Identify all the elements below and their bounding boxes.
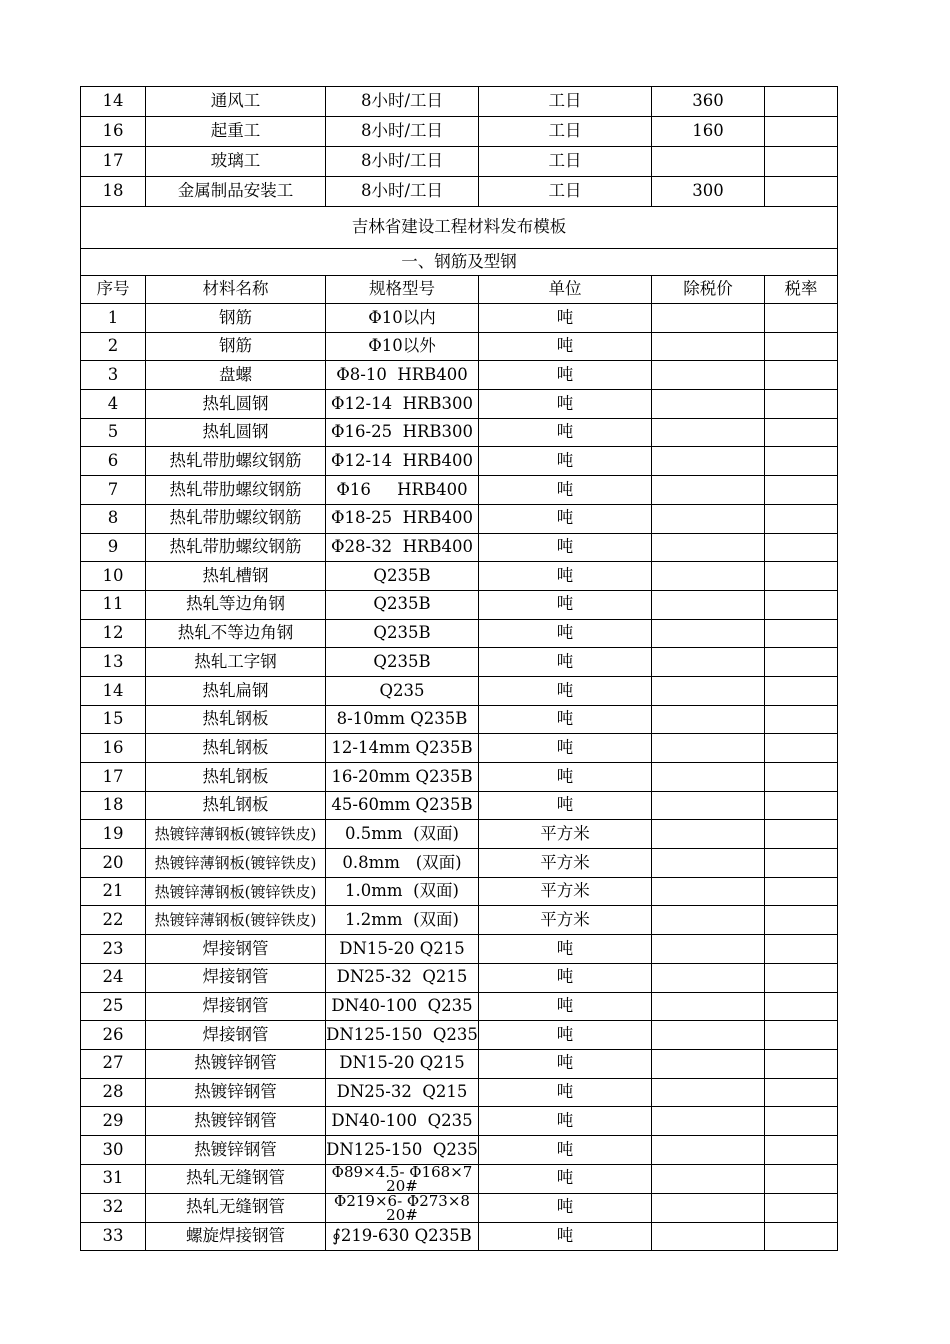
cell-no[interactable]: 4 xyxy=(81,390,146,419)
cell-rate[interactable] xyxy=(765,504,838,533)
cell-spec[interactable]: 16-20mm Q235B xyxy=(326,763,479,792)
material-row xyxy=(81,1049,838,1078)
cell-name[interactable]: 热轧扁钢 xyxy=(146,676,326,705)
cell-unit[interactable]: 吨 xyxy=(479,476,652,505)
cell-name[interactable]: 焊接钢管 xyxy=(146,935,326,964)
cell-unit[interactable]: 工日 xyxy=(479,177,652,207)
cell-unit[interactable]: 吨 xyxy=(479,533,652,562)
cell-price[interactable] xyxy=(652,1164,765,1193)
cell-no[interactable]: 17 xyxy=(81,763,146,792)
cell-price[interactable] xyxy=(652,1222,765,1251)
cell-name[interactable]: 焊接钢管 xyxy=(146,963,326,992)
cell-price[interactable] xyxy=(652,1193,765,1222)
cell-name[interactable]: 热轧圆钢 xyxy=(146,390,326,419)
cell-spec[interactable]: Φ10以外 xyxy=(326,332,479,361)
cell-rate[interactable] xyxy=(765,332,838,361)
material-row xyxy=(81,1135,838,1164)
cell-no[interactable]: 16 xyxy=(81,117,146,147)
cell-name[interactable]: 焊接钢管 xyxy=(146,1021,326,1050)
cell-no[interactable]: 13 xyxy=(81,648,146,677)
cell-spec[interactable]: Φ16-25 HRB300 xyxy=(326,418,479,447)
material-row xyxy=(81,1222,838,1251)
cell-price[interactable] xyxy=(652,562,765,591)
cell-rate[interactable] xyxy=(765,877,838,906)
cell-no[interactable]: 26 xyxy=(81,1021,146,1050)
cell-no[interactable]: 10 xyxy=(81,562,146,591)
cell-spec[interactable]: Φ12-14 HRB400 xyxy=(326,447,479,476)
cell-spec[interactable]: Q235B xyxy=(326,619,479,648)
cell-spec[interactable]: 0.8mm (双面) xyxy=(326,849,479,878)
cell-name[interactable]: 热轧钢板 xyxy=(146,763,326,792)
template-title-row xyxy=(81,207,838,249)
cell-no[interactable]: 12 xyxy=(81,619,146,648)
cell-no[interactable]: 2 xyxy=(81,332,146,361)
section-title-row xyxy=(81,249,838,276)
cell-rate[interactable] xyxy=(765,935,838,964)
cell-rate[interactable] xyxy=(765,734,838,763)
cell-unit[interactable]: 吨 xyxy=(479,963,652,992)
cell-price[interactable] xyxy=(652,1078,765,1107)
cell-spec[interactable]: Q235 xyxy=(326,676,479,705)
cell-spec[interactable]: 12-14mm Q235B xyxy=(326,734,479,763)
cell-unit[interactable]: 吨 xyxy=(479,648,652,677)
cell-no[interactable]: 30 xyxy=(81,1135,146,1164)
cell-unit[interactable]: 吨 xyxy=(479,676,652,705)
header-price[interactable]: 除税价 xyxy=(652,276,765,304)
cell-rate[interactable] xyxy=(765,1222,838,1251)
material-row xyxy=(81,849,838,878)
cell-rate[interactable] xyxy=(765,1164,838,1193)
cell-price[interactable] xyxy=(652,992,765,1021)
cell-no[interactable]: 31 xyxy=(81,1164,146,1193)
cell-no[interactable]: 24 xyxy=(81,963,146,992)
material-row xyxy=(81,562,838,591)
cell-price[interactable] xyxy=(652,332,765,361)
cell-rate[interactable] xyxy=(765,1078,838,1107)
material-row xyxy=(81,906,838,935)
cell-no[interactable]: 28 xyxy=(81,1078,146,1107)
cell-spec[interactable]: 8-10mm Q235B xyxy=(326,705,479,734)
material-row xyxy=(81,820,838,849)
cell-price[interactable] xyxy=(652,1021,765,1050)
material-row xyxy=(81,676,838,705)
cell-rate[interactable] xyxy=(765,447,838,476)
material-row xyxy=(81,476,838,505)
cell-rate[interactable] xyxy=(765,117,838,147)
cell-rate[interactable] xyxy=(765,304,838,333)
material-row xyxy=(81,304,838,333)
cell-rate[interactable] xyxy=(765,676,838,705)
cell-unit[interactable]: 吨 xyxy=(479,504,652,533)
cell-no[interactable]: 1 xyxy=(81,304,146,333)
cell-spec[interactable]: 8小时/工日 xyxy=(326,147,479,177)
cell-name[interactable]: 热镀锌薄钢板(镀锌铁皮) xyxy=(146,877,326,906)
cell-rate[interactable] xyxy=(765,1135,838,1164)
cell-no[interactable]: 6 xyxy=(81,447,146,476)
cell-price[interactable] xyxy=(652,504,765,533)
cell-price[interactable] xyxy=(652,361,765,390)
cell-name[interactable]: 金属制品安装工 xyxy=(146,177,326,207)
cell-spec[interactable]: Φ28-32 HRB400 xyxy=(326,533,479,562)
cell-unit[interactable]: 吨 xyxy=(479,590,652,619)
cell-spec[interactable]: 8小时/工日 xyxy=(326,177,479,207)
cell-spec[interactable]: Φ12-14 HRB300 xyxy=(326,390,479,419)
cell-price[interactable]: 160 xyxy=(652,117,765,147)
cell-name[interactable]: 热轧等边角钢 xyxy=(146,590,326,619)
cell-name[interactable]: 热镀锌钢管 xyxy=(146,1135,326,1164)
cell-name[interactable]: 热镀锌钢管 xyxy=(146,1078,326,1107)
material-row xyxy=(81,1078,838,1107)
cell-unit[interactable]: 吨 xyxy=(479,1107,652,1136)
cell-unit[interactable]: 吨 xyxy=(479,390,652,419)
material-row xyxy=(81,1193,838,1222)
cell-unit[interactable]: 平方米 xyxy=(479,877,652,906)
material-row xyxy=(81,1021,838,1050)
cell-name[interactable]: 盘螺 xyxy=(146,361,326,390)
cell-name[interactable]: 钢筋 xyxy=(146,304,326,333)
cell-unit[interactable]: 平方米 xyxy=(479,906,652,935)
cell-rate[interactable] xyxy=(765,533,838,562)
cell-price[interactable] xyxy=(652,476,765,505)
cell-price[interactable] xyxy=(652,763,765,792)
cell-unit[interactable]: 吨 xyxy=(479,763,652,792)
material-row xyxy=(81,504,838,533)
cell-no[interactable]: 23 xyxy=(81,935,146,964)
cell-no[interactable]: 29 xyxy=(81,1107,146,1136)
cell-rate[interactable] xyxy=(765,418,838,447)
template-title[interactable]: 吉林省建设工程材料发布模板 xyxy=(81,207,838,249)
cell-price[interactable] xyxy=(652,533,765,562)
cell-unit[interactable]: 吨 xyxy=(479,619,652,648)
cell-price[interactable] xyxy=(652,1107,765,1136)
cell-price[interactable] xyxy=(652,935,765,964)
material-row xyxy=(81,763,838,792)
cell-rate[interactable] xyxy=(765,1193,838,1222)
labor-row xyxy=(81,117,838,147)
material-row xyxy=(81,533,838,562)
material-row xyxy=(81,361,838,390)
cell-price[interactable] xyxy=(652,877,765,906)
cell-rate[interactable] xyxy=(765,849,838,878)
cell-no[interactable]: 7 xyxy=(81,476,146,505)
cell-no[interactable]: 18 xyxy=(81,791,146,820)
cell-no[interactable]: 15 xyxy=(81,705,146,734)
cell-price[interactable] xyxy=(652,1049,765,1078)
cell-unit[interactable]: 吨 xyxy=(479,1049,652,1078)
cell-rate[interactable] xyxy=(765,1107,838,1136)
cell-no[interactable]: 16 xyxy=(81,734,146,763)
cell-spec[interactable]: DN25-32 Q215 xyxy=(326,1078,479,1107)
cell-name[interactable]: 玻璃工 xyxy=(146,147,326,177)
material-row xyxy=(81,877,838,906)
cell-no[interactable]: 8 xyxy=(81,504,146,533)
cell-unit[interactable]: 平方米 xyxy=(479,849,652,878)
cell-unit[interactable]: 吨 xyxy=(479,361,652,390)
cell-price[interactable] xyxy=(652,791,765,820)
cell-unit[interactable]: 吨 xyxy=(479,791,652,820)
header-spec[interactable]: 规格型号 xyxy=(326,276,479,304)
cell-no[interactable]: 18 xyxy=(81,177,146,207)
cell-no[interactable]: 17 xyxy=(81,147,146,177)
cell-no[interactable]: 14 xyxy=(81,676,146,705)
cell-spec[interactable]: Q235B xyxy=(326,590,479,619)
cell-unit[interactable]: 吨 xyxy=(479,1222,652,1251)
cell-no[interactable]: 3 xyxy=(81,361,146,390)
cell-name[interactable]: 热轧工字钢 xyxy=(146,648,326,677)
cell-name[interactable]: 热轧无缝钢管 xyxy=(146,1193,326,1222)
cell-unit[interactable]: 吨 xyxy=(479,935,652,964)
cell-name[interactable]: 热镀锌薄钢板(镀锌铁皮) xyxy=(146,906,326,935)
cell-no[interactable]: 21 xyxy=(81,877,146,906)
cell-spec[interactable]: DN40-100 Q235 xyxy=(326,1107,479,1136)
cell-name[interactable]: 热镀锌薄钢板(镀锌铁皮) xyxy=(146,849,326,878)
material-row xyxy=(81,791,838,820)
cell-spec[interactable]: 1.2mm (双面) xyxy=(326,906,479,935)
cell-rate[interactable] xyxy=(765,705,838,734)
cell-rate[interactable] xyxy=(765,476,838,505)
cell-unit[interactable]: 吨 xyxy=(479,1078,652,1107)
cell-unit[interactable]: 吨 xyxy=(479,1021,652,1050)
cell-spec[interactable]: DN40-100 Q235 xyxy=(326,992,479,1021)
header-no[interactable]: 序号 xyxy=(81,276,146,304)
cell-no[interactable]: 33 xyxy=(81,1222,146,1251)
cell-no[interactable]: 32 xyxy=(81,1193,146,1222)
cell-unit[interactable]: 吨 xyxy=(479,304,652,333)
cell-name[interactable]: 焊接钢管 xyxy=(146,992,326,1021)
cell-name[interactable]: 热轧带肋螺纹钢筋 xyxy=(146,447,326,476)
cell-name[interactable]: 热轧带肋螺纹钢筋 xyxy=(146,504,326,533)
cell-no[interactable]: 5 xyxy=(81,418,146,447)
cell-price[interactable] xyxy=(652,304,765,333)
cell-rate[interactable] xyxy=(765,361,838,390)
cell-spec[interactable]: Φ8-10 HRB400 xyxy=(326,361,479,390)
cell-unit[interactable]: 工日 xyxy=(479,117,652,147)
cell-price[interactable] xyxy=(652,1135,765,1164)
cell-name[interactable]: 通风工 xyxy=(146,87,326,117)
cell-price[interactable] xyxy=(652,590,765,619)
cell-unit[interactable]: 工日 xyxy=(479,147,652,177)
materials-spreadsheet xyxy=(80,86,838,1251)
material-row xyxy=(81,734,838,763)
cell-rate[interactable] xyxy=(765,590,838,619)
cell-spec[interactable]: Φ89×4.5- Φ168×7 20# xyxy=(326,1164,479,1193)
cell-name[interactable]: 热轧圆钢 xyxy=(146,418,326,447)
cell-spec[interactable]: DN25-32 Q215 xyxy=(326,963,479,992)
cell-name[interactable]: 热轧无缝钢管 xyxy=(146,1164,326,1193)
cell-spec[interactable]: Φ10以内 xyxy=(326,304,479,333)
cell-no[interactable]: 22 xyxy=(81,906,146,935)
cell-price[interactable]: 300 xyxy=(652,177,765,207)
material-row xyxy=(81,590,838,619)
cell-rate[interactable] xyxy=(765,390,838,419)
cell-unit[interactable]: 吨 xyxy=(479,992,652,1021)
material-row xyxy=(81,705,838,734)
cell-name[interactable]: 热轧带肋螺纹钢筋 xyxy=(146,476,326,505)
cell-no[interactable]: 25 xyxy=(81,992,146,1021)
cell-price[interactable] xyxy=(652,906,765,935)
cell-price[interactable] xyxy=(652,390,765,419)
material-row xyxy=(81,619,838,648)
cell-spec[interactable]: Q235B xyxy=(326,648,479,677)
cell-name[interactable]: 热轧钢板 xyxy=(146,705,326,734)
cell-spec[interactable]: 45-60mm Q235B xyxy=(326,791,479,820)
cell-rate[interactable] xyxy=(765,763,838,792)
cell-name[interactable]: 钢筋 xyxy=(146,332,326,361)
cell-spec[interactable]: Q235B xyxy=(326,562,479,591)
material-row xyxy=(81,648,838,677)
cell-rate[interactable] xyxy=(765,1021,838,1050)
cell-no[interactable]: 14 xyxy=(81,87,146,117)
cell-rate[interactable] xyxy=(765,562,838,591)
cell-spec[interactable]: Φ18-25 HRB400 xyxy=(326,504,479,533)
cell-unit[interactable]: 吨 xyxy=(479,1193,652,1222)
material-row xyxy=(81,992,838,1021)
cell-name[interactable]: 热镀锌钢管 xyxy=(146,1049,326,1078)
material-row xyxy=(81,390,838,419)
cell-price[interactable] xyxy=(652,849,765,878)
cell-spec[interactable]: ∮219-630 Q235B xyxy=(326,1222,479,1251)
cell-rate[interactable] xyxy=(765,619,838,648)
cell-price[interactable] xyxy=(652,418,765,447)
cell-rate[interactable] xyxy=(765,1049,838,1078)
material-row xyxy=(81,935,838,964)
header-name[interactable]: 材料名称 xyxy=(146,276,326,304)
cell-price[interactable] xyxy=(652,676,765,705)
cell-unit[interactable]: 平方米 xyxy=(479,820,652,849)
header-row xyxy=(81,276,838,304)
cell-name[interactable]: 热镀锌薄钢板(镀锌铁皮) xyxy=(146,820,326,849)
material-row xyxy=(81,1164,838,1193)
section-title[interactable]: 一、钢筋及型钢 xyxy=(81,249,838,276)
cell-rate[interactable] xyxy=(765,820,838,849)
cell-price[interactable] xyxy=(652,619,765,648)
cell-no[interactable]: 20 xyxy=(81,849,146,878)
cell-unit[interactable]: 吨 xyxy=(479,1164,652,1193)
cell-rate[interactable] xyxy=(765,177,838,207)
cell-name[interactable]: 起重工 xyxy=(146,117,326,147)
cell-unit[interactable]: 吨 xyxy=(479,734,652,763)
cell-no[interactable]: 19 xyxy=(81,820,146,849)
cell-spec[interactable]: Φ16 HRB400 xyxy=(326,476,479,505)
cell-price[interactable] xyxy=(652,963,765,992)
cell-rate[interactable] xyxy=(765,791,838,820)
material-row xyxy=(81,1107,838,1136)
cell-spec[interactable]: 0.5mm (双面) xyxy=(326,820,479,849)
cell-unit[interactable]: 工日 xyxy=(479,87,652,117)
cell-rate[interactable] xyxy=(765,87,838,117)
cell-price[interactable] xyxy=(652,820,765,849)
labor-row xyxy=(81,177,838,207)
cell-no[interactable]: 27 xyxy=(81,1049,146,1078)
cell-name[interactable]: 热轧槽钢 xyxy=(146,562,326,591)
cell-spec[interactable]: 8小时/工日 xyxy=(326,87,479,117)
cell-rate[interactable] xyxy=(765,147,838,177)
cell-unit[interactable]: 吨 xyxy=(479,332,652,361)
material-row xyxy=(81,447,838,476)
cell-name[interactable]: 热轧钢板 xyxy=(146,734,326,763)
cell-unit[interactable]: 吨 xyxy=(479,1135,652,1164)
cell-spec[interactable]: DN125-150 Q235 xyxy=(326,1135,479,1164)
cell-rate[interactable] xyxy=(765,906,838,935)
cell-spec[interactable]: 1.0mm (双面) xyxy=(326,877,479,906)
cell-name[interactable]: 热轧钢板 xyxy=(146,791,326,820)
labor-row xyxy=(81,87,838,117)
cell-price[interactable]: 360 xyxy=(652,87,765,117)
cell-spec[interactable]: DN125-150 Q235 xyxy=(326,1021,479,1050)
labor-row xyxy=(81,147,838,177)
cell-rate[interactable] xyxy=(765,992,838,1021)
cell-name[interactable]: 热镀锌钢管 xyxy=(146,1107,326,1136)
header-unit[interactable]: 单位 xyxy=(479,276,652,304)
cell-no[interactable]: 9 xyxy=(81,533,146,562)
cell-no[interactable]: 11 xyxy=(81,590,146,619)
cell-price[interactable] xyxy=(652,447,765,476)
cell-spec[interactable]: DN15-20 Q215 xyxy=(326,1049,479,1078)
cell-rate[interactable] xyxy=(765,648,838,677)
cell-name[interactable]: 热轧不等边角钢 xyxy=(146,619,326,648)
material-row xyxy=(81,963,838,992)
cell-unit[interactable]: 吨 xyxy=(479,705,652,734)
cell-spec[interactable]: DN15-20 Q215 xyxy=(326,935,479,964)
cell-rate[interactable] xyxy=(765,963,838,992)
cell-price[interactable] xyxy=(652,705,765,734)
material-row xyxy=(81,418,838,447)
cell-name[interactable]: 热轧带肋螺纹钢筋 xyxy=(146,533,326,562)
cell-price[interactable] xyxy=(652,648,765,677)
cell-name[interactable]: 螺旋焊接钢管 xyxy=(146,1222,326,1251)
cell-price[interactable] xyxy=(652,734,765,763)
sheet-body xyxy=(81,87,838,1251)
cell-spec[interactable]: 8小时/工日 xyxy=(326,117,479,147)
cell-spec[interactable]: Φ219×6- Φ273×8 20# xyxy=(326,1193,479,1222)
cell-unit[interactable]: 吨 xyxy=(479,562,652,591)
cell-unit[interactable]: 吨 xyxy=(479,447,652,476)
cell-unit[interactable]: 吨 xyxy=(479,418,652,447)
cell-price[interactable] xyxy=(652,147,765,177)
material-row xyxy=(81,332,838,361)
header-rate[interactable]: 税率 xyxy=(765,276,838,304)
